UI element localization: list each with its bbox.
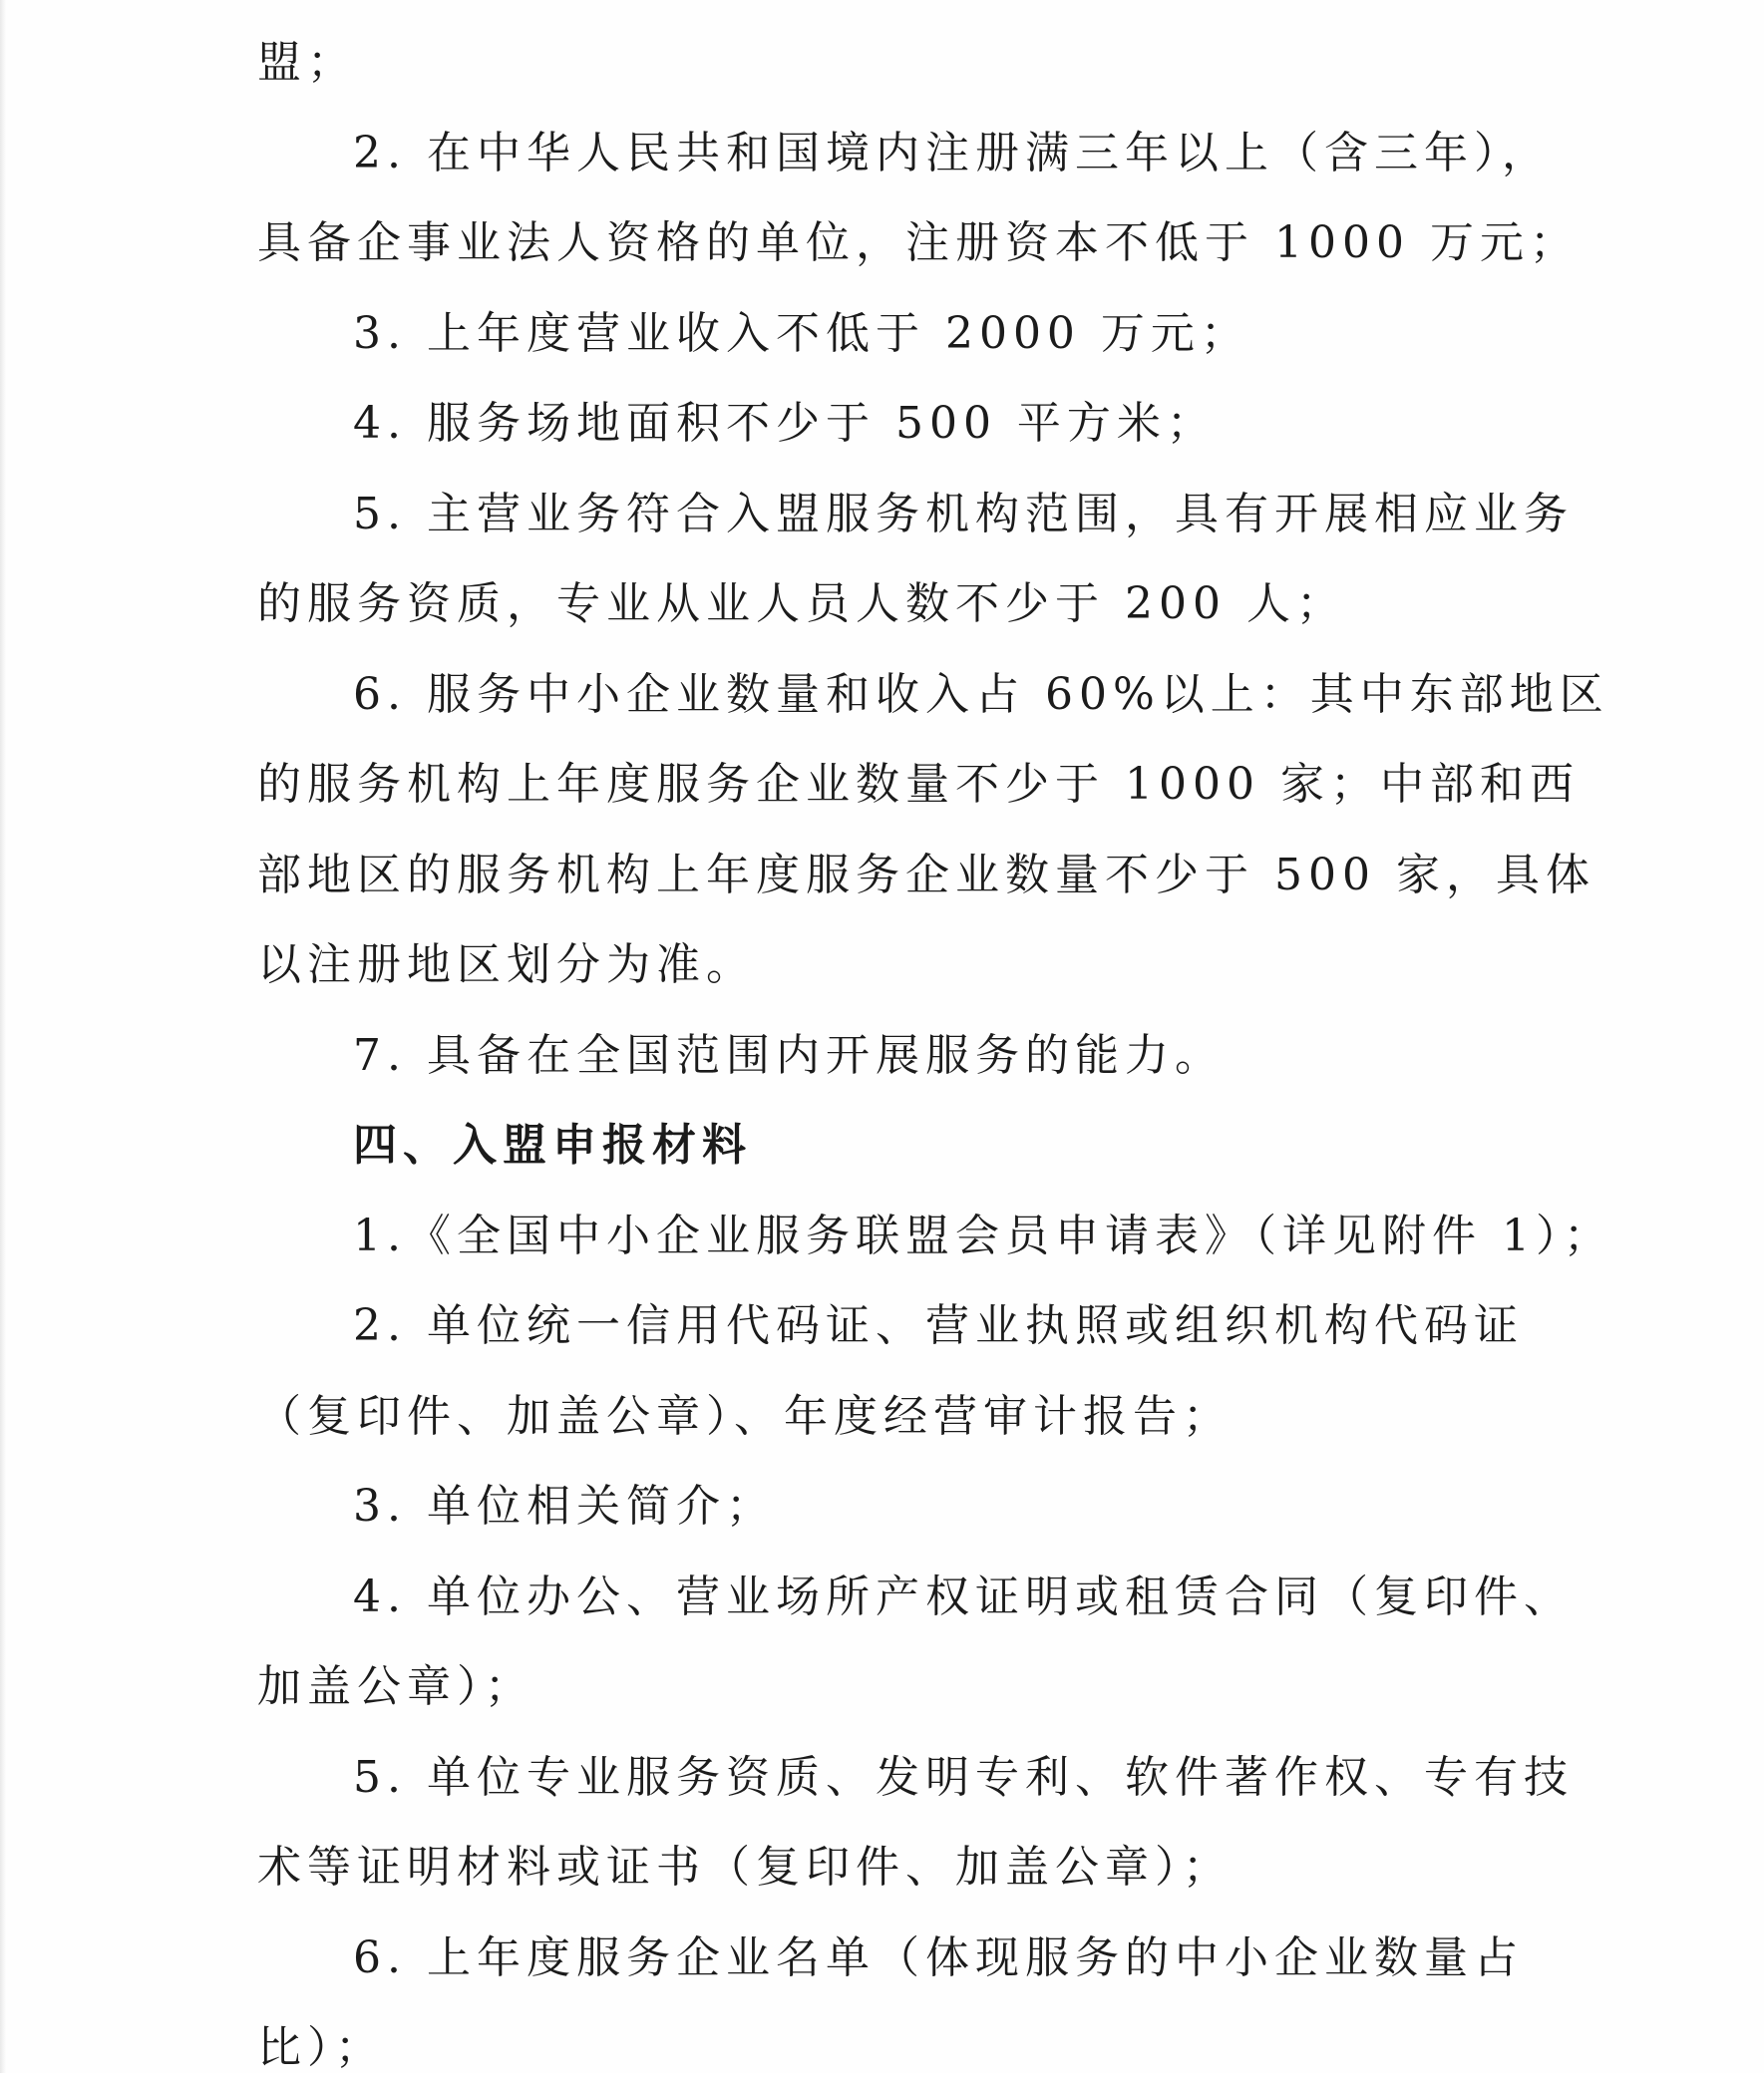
item-6-line-3: 部地区的服务机构上年度服务企业数量不少于 500 家，具体 bbox=[257, 849, 1595, 900]
material-4-line-1: 4. 单位办公、营业场所产权证明或租赁合同（复印件、 bbox=[353, 1570, 1574, 1622]
material-4-line-2: 加盖公章）； bbox=[257, 1661, 534, 1712]
section-heading-4: 四、入盟申报材料 bbox=[353, 1120, 752, 1171]
item-6-line-2: 的服务机构上年度服务企业数量不少于 1000 家；中部和西 bbox=[257, 759, 1580, 810]
material-5-line-1: 5. 单位专业服务资质、发明专利、软件著作权、专有技 bbox=[353, 1751, 1574, 1803]
item-3: 3. 上年度营业收入不低于 2000 万元； bbox=[353, 307, 1250, 359]
item-2-line-2: 具备企事业法人资格的单位，注册资本不低于 1000 万元； bbox=[257, 217, 1580, 268]
item-5-line-1: 5. 主营业务符合入盟服务机构范围，具有开展相应业务 bbox=[353, 488, 1574, 539]
item-7: 7. 具备在全国范围内开展服务的能力。 bbox=[353, 1029, 1225, 1081]
item-5-line-2: 的服务资质，专业从业人员人数不少于 200 人； bbox=[257, 578, 1346, 629]
material-2-line-2: （复印件、加盖公章）、年度经营审计报告； bbox=[257, 1390, 1233, 1442]
item-4: 4. 服务场地面积不少于 500 平方米； bbox=[353, 398, 1217, 449]
material-6-line-2: 比）； bbox=[257, 2022, 385, 2073]
material-3: 3. 单位相关简介； bbox=[353, 1481, 776, 1532]
text-line-continuation: 盟； bbox=[257, 37, 357, 88]
material-5-line-2: 术等证明材料或证书（复印件、加盖公章）； bbox=[257, 1842, 1233, 1893]
material-6-line-1: 6. 上年度服务企业名单（体现服务的中小企业数量占 bbox=[353, 1931, 1524, 1983]
scan-edge-shadow bbox=[0, 0, 6, 2073]
material-2-line-1: 2. 单位统一信用代码证、营业执照或组织机构代码证 bbox=[353, 1300, 1524, 1351]
material-1: 1.《全国中小企业服务联盟会员申请表》（详见附件 1）； bbox=[353, 1210, 1613, 1261]
document-body bbox=[257, 18, 1613, 2094]
item-6-line-1: 6. 服务中小企业数量和收入占 60%以上：其中东部地区 bbox=[353, 668, 1609, 720]
item-6-line-4: 以注册地区划分为准。 bbox=[257, 939, 756, 990]
item-2-line-1: 2. 在中华人民共和国境内注册满三年以上（含三年）， bbox=[353, 127, 1552, 178]
